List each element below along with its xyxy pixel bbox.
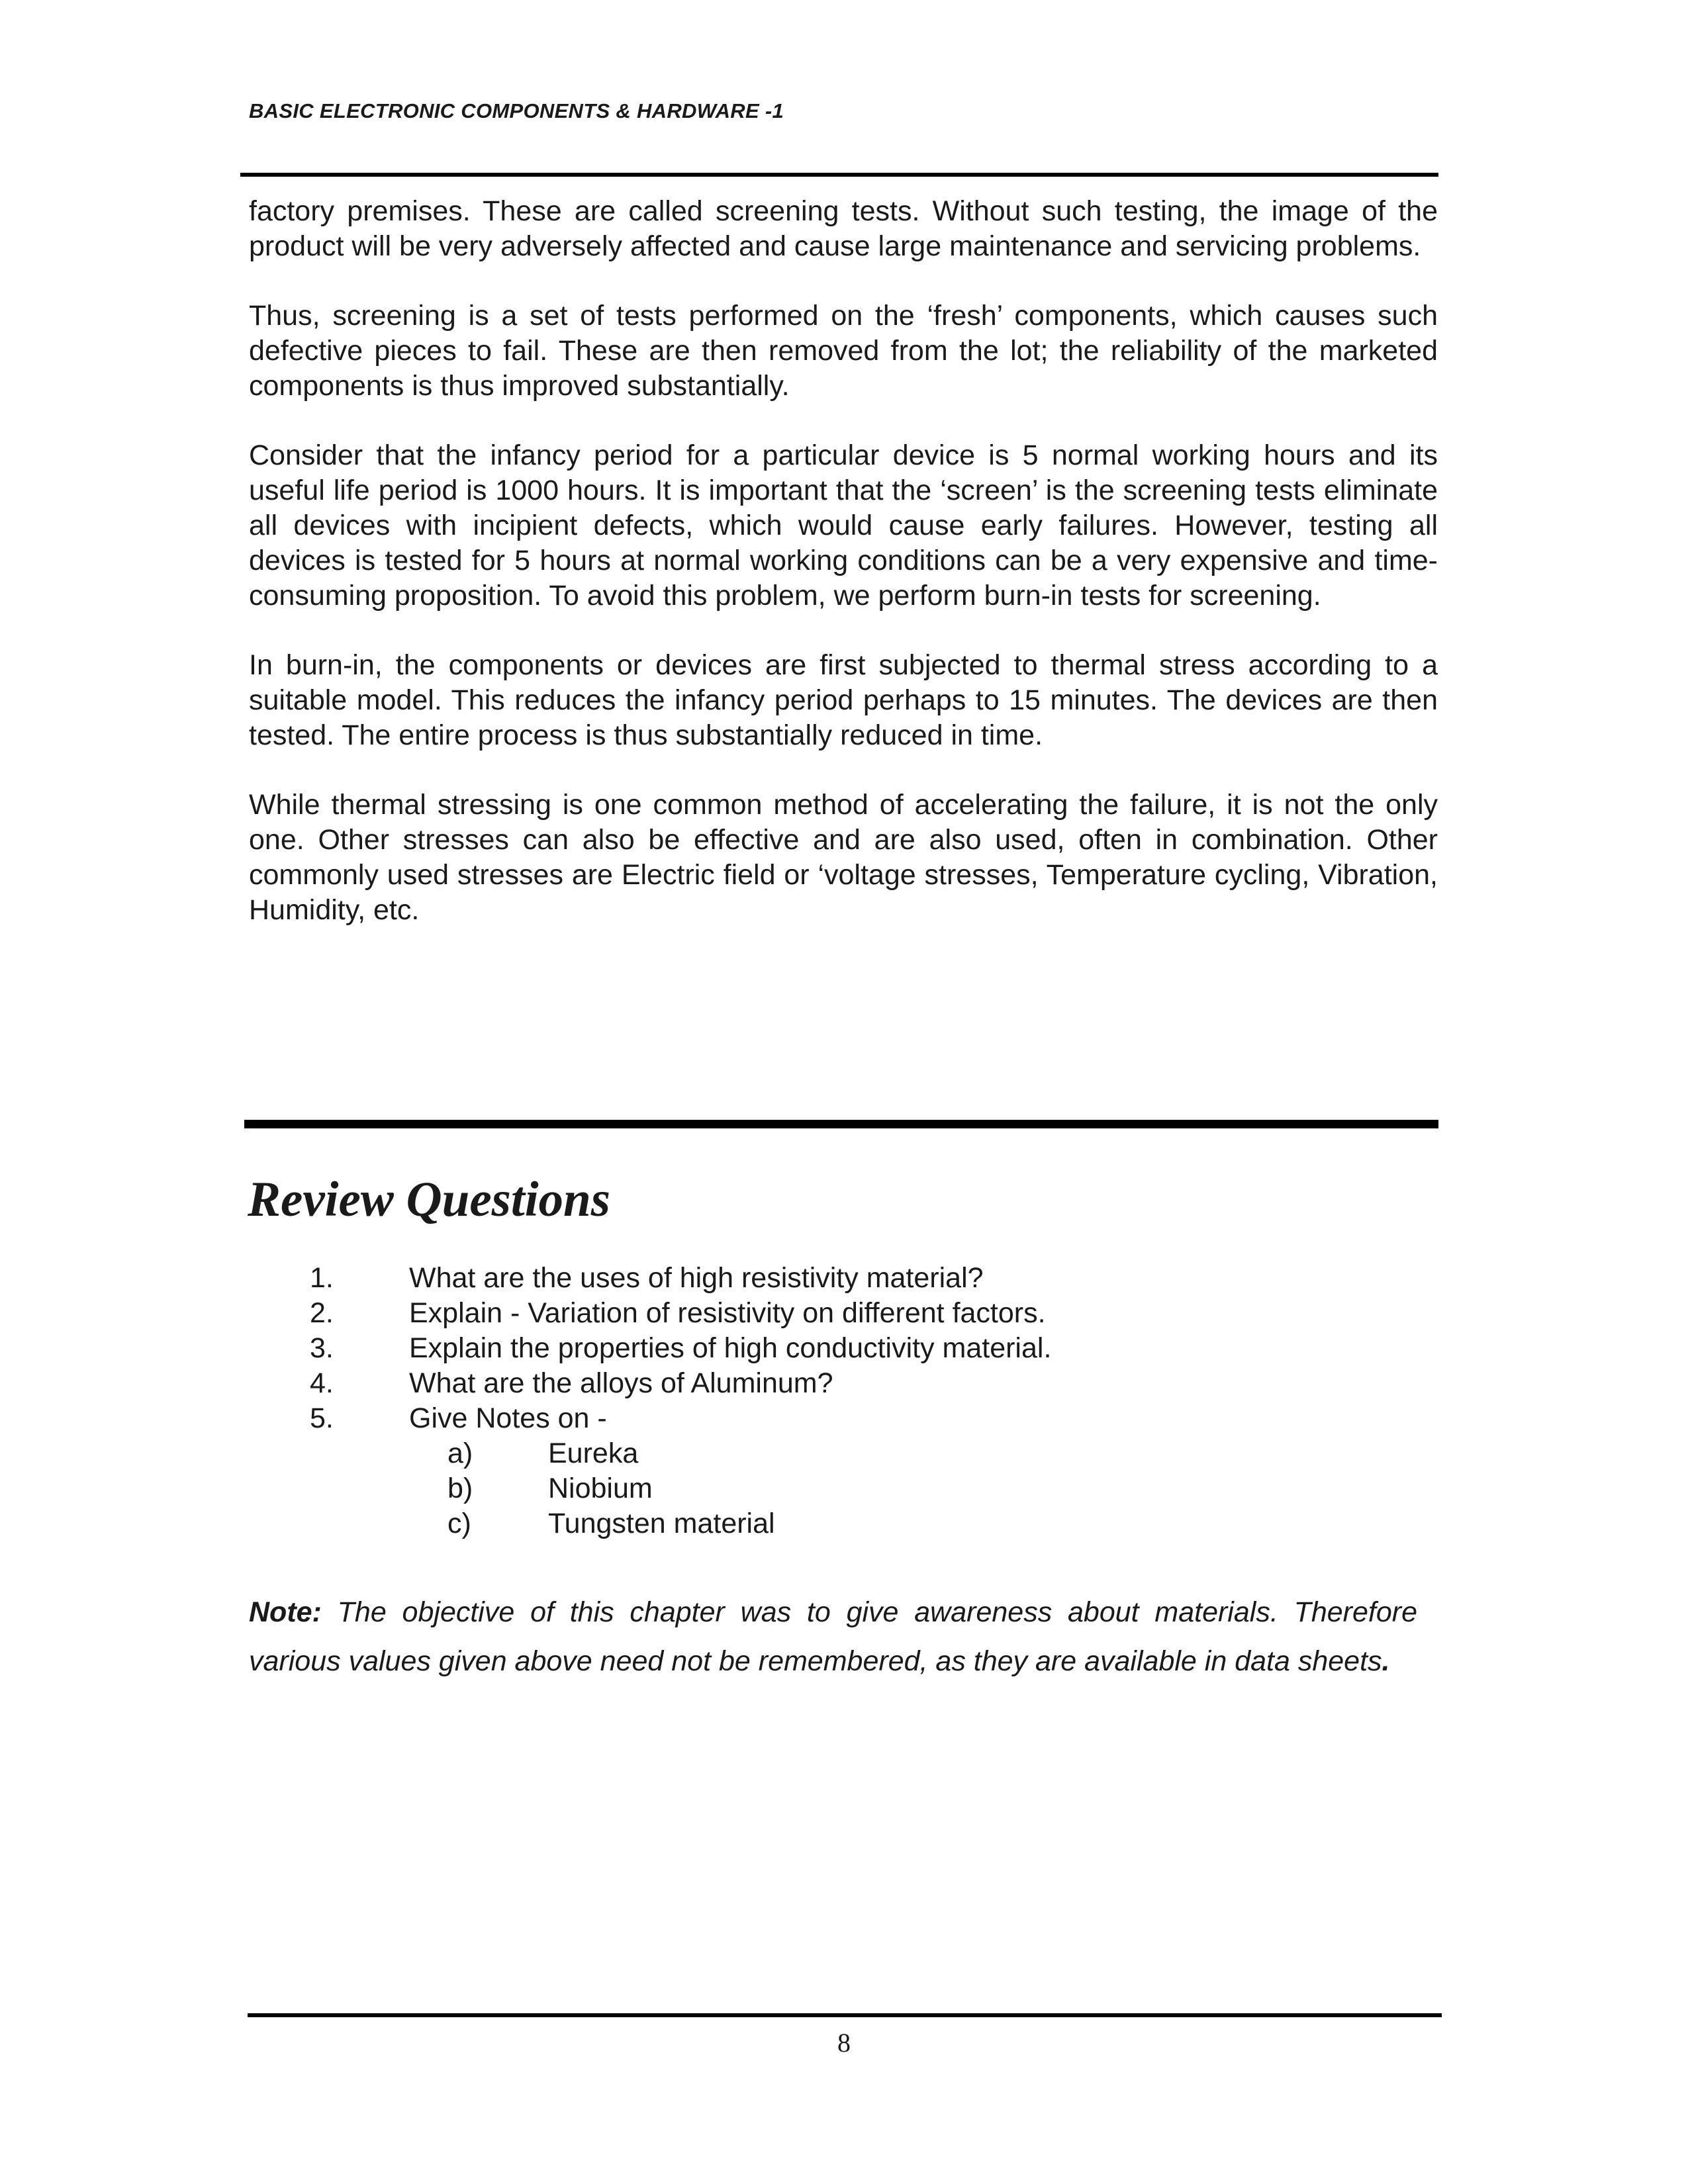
note-label: Note: [249,1596,322,1628]
question-text: Explain the properties of high conductivity material. [409,1332,1052,1364]
list-number: 5. [310,1402,334,1434]
paragraph: Consider that the infancy period for a particular device is 5 normal working hours and its useful life period is 1000 hours. It is important that the ‘screen’ is the screening tests eliminate all devices with incipient defects, which would cause early failures. However, testing all devices is tested for 5 hours at normal working conditions can be a very expensive and time-consuming proposition. To avoid this problem, we perform burn-in tests for screening. [249,439,1438,612]
list-number: 4. [310,1367,334,1399]
paragraph: While thermal stressing is one common method of accelerating the failure, it is not the only one. Other stresses can also be effective and are also used, often in combination. Other commonly used stresses are Electric field or ‘voltage stresses, Temperature cycling, Vibration, Humidity, etc. [249,789,1438,926]
note-end-period: . [1382,1645,1390,1677]
sub-item-text: Tungsten material [548,1508,775,1539]
list-number: 2. [310,1297,334,1329]
footer-divider [248,2013,1442,2017]
question-text: Give Notes on - [409,1402,607,1434]
sub-list-letter: c) [447,1508,471,1539]
body-text [249,194,1438,962]
note-paragraph [249,1588,1417,1686]
paragraph: Thus, screening is a set of tests performed on the ‘fresh’ components, which causes such defective pieces to fail. These are then removed from the lot; the reliability of the marketed components is thus improved substantially. [249,300,1438,402]
note-text: The objective of this chapter was to give awareness about materials. Therefore various values given above need not be remembered, as they are available in data sheets [249,1596,1417,1677]
header-divider [240,173,1438,177]
sub-item-text: Eureka [548,1437,639,1469]
list-number: 3. [310,1332,334,1364]
paragraph: In burn-in, the components or devices are first subjected to thermal stress according to a suitable model. This reduces the infancy period perhaps to 15 minutes. The devices are then tested. The entire process is thus substantially reduced in time. [249,649,1438,751]
sub-item-text: Niobium [548,1473,653,1504]
sub-list-letter: b) [447,1473,473,1504]
paragraph: factory premises. These are called screening tests. Without such testing, the image of the product will be very adversely affected and cause large maintenance and servicing problems. [249,195,1438,262]
running-header: BASIC ELECTRONIC COMPONENTS & HARDWARE -1 [249,99,784,122]
section-title: Review Questions [248,1172,610,1227]
sub-list-letter: a) [447,1437,473,1469]
question-text: What are the uses of high resistivity material? [409,1262,984,1294]
question-text: What are the alloys of Aluminum? [409,1367,833,1399]
page-number: 8 [837,2028,851,2058]
question-text: Explain - Variation of resistivity on different factors. [409,1297,1046,1329]
section-divider [244,1120,1438,1128]
list-number: 1. [310,1262,334,1294]
